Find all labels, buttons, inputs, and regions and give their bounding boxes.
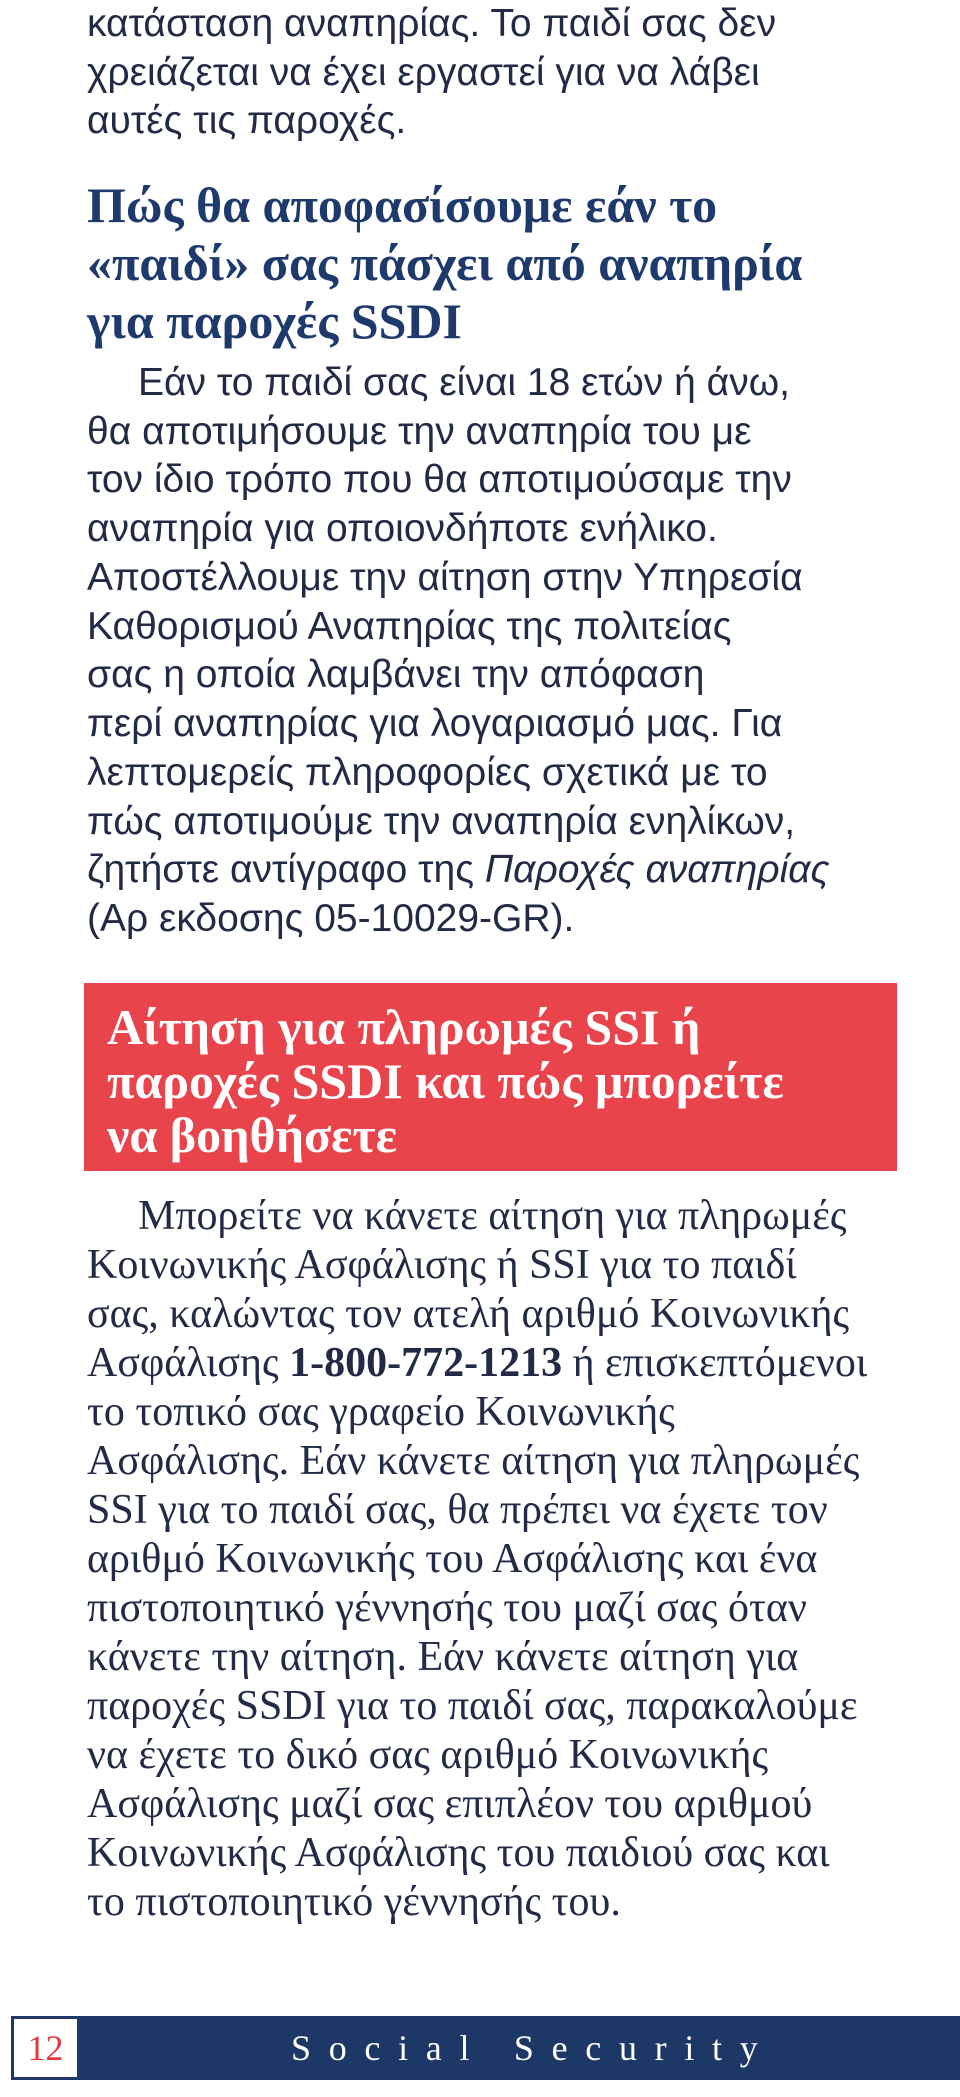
body-text-line: περί αναπηρίας για λογαριασμό μας. Για [87, 702, 783, 746]
body-text-line: σας η οποία λαμβάνει την απόφαση [87, 653, 705, 697]
body-text-line: χρειάζεται να έχει εργαστεί για να λάβει [87, 50, 760, 94]
publication-title: Παροχές αναπηρίας [484, 848, 830, 892]
body-text-line: Μπορείτε να κάνετε αίτηση για πληρωμές [138, 1193, 847, 1239]
body-text-line: θα αποτιμήσουμε την αναπηρία του με [87, 409, 752, 453]
body-text-segment: ζητήστε αντίγραφο της [87, 848, 485, 892]
body-text-line: σας, καλώντας τον ατελή αριθμό Κοινωνικής [87, 1291, 850, 1337]
red-banner-heading [84, 983, 897, 1171]
body-text-line [87, 1339, 907, 1388]
body-text-line: να έχετε το δικό σας αριθμό Κοινωνικής [87, 1732, 769, 1778]
body-text-line [87, 846, 907, 895]
body-text-line: αναπηρία για οποιονδήποτε ενήλικο. [87, 507, 718, 551]
banner-heading-line: παροχές SSDI και πώς μπορείτε [107, 1053, 784, 1109]
phone-number: 1-800-772-1213 [289, 1340, 563, 1386]
body-text-line: αριθμό Κοινωνικής του Ασφάλισης και ένα [87, 1536, 818, 1582]
body-text-line: παροχές SSDI για το παιδί σας, παρακαλούμε [87, 1683, 858, 1729]
body-text-line: SSI για το παιδί σας, θα πρέπει να έχετε τον [87, 1487, 828, 1533]
page-number: 12 [27, 2028, 64, 2068]
footer-publisher-name: Social Security [291, 2028, 776, 2068]
intro-paragraph [87, 0, 907, 146]
body-text-line: Εάν το παιδί σας είναι 18 ετών ή άνω, [138, 361, 790, 404]
section1-paragraph [87, 359, 907, 944]
section-heading-line: Πώς θα αποφασίσουμε εάν το [87, 177, 718, 233]
body-text-line: λεπτομερείς πληροφορίες σχετικά με το [87, 750, 768, 794]
body-text-line: το τοπικό σας γραφείο Κοινωνικής [87, 1389, 675, 1435]
body-text-line: Καθορισμού Αναπηρίας της πολιτείας [87, 604, 732, 648]
body-text-line: πώς αποτιμούμε την αναπηρία ενηλίκων, [87, 799, 796, 843]
footer-bar [80, 2016, 960, 2080]
body-text-line: αυτές τις παροχές. [87, 99, 407, 143]
body-text-segment: ή επισκεπτόμενοι [562, 1340, 868, 1386]
body-text-line: τον ίδιο τρόπο που θα αποτιμούσαμε την [87, 458, 792, 502]
section2-paragraph [87, 1192, 907, 1927]
section-heading-line: «παιδί» σας πάσχει από αναπηρία [87, 235, 803, 291]
body-text-segment: Ασφάλισης [87, 1340, 290, 1386]
body-text-line: (Αρ εκδοσης 05-10029-GR). [87, 897, 575, 941]
section-heading-line: για παροχές SSDI [87, 293, 462, 349]
banner-heading-line: Αίτηση για πληρωμές SSI ή [107, 999, 701, 1055]
body-text-line: κατάσταση αναπηρίας. Το παιδί σας δεν [87, 2, 777, 45]
page-number-box [11, 2016, 80, 2080]
body-text-line: Ασφάλισης μαζί σας επιπλέον του αριθμού [87, 1781, 813, 1827]
banner-heading-line: να βοηθήσετε [107, 1107, 397, 1163]
body-text-line: Αποστέλλουμε την αίτηση στην Υπηρεσία [87, 555, 803, 599]
body-text-line: κάνετε την αίτηση. Εάν κάνετε αίτηση για [87, 1634, 799, 1680]
body-text-line: Κοινωνικής Ασφάλισης ή SSI για το παιδί [87, 1242, 797, 1288]
body-text-line: το πιστοποιητικό γέννησής του. [87, 1879, 621, 1925]
body-text-line: Κοινωνικής Ασφάλισης του παιδιού σας και [87, 1830, 830, 1876]
section-heading [87, 176, 907, 350]
body-text-line: Ασφάλισης. Εάν κάνετε αίτηση για πληρωμές [87, 1438, 860, 1484]
body-text-line: πιστοποιητικό γέννησής του μαζί σας όταν [87, 1585, 807, 1631]
